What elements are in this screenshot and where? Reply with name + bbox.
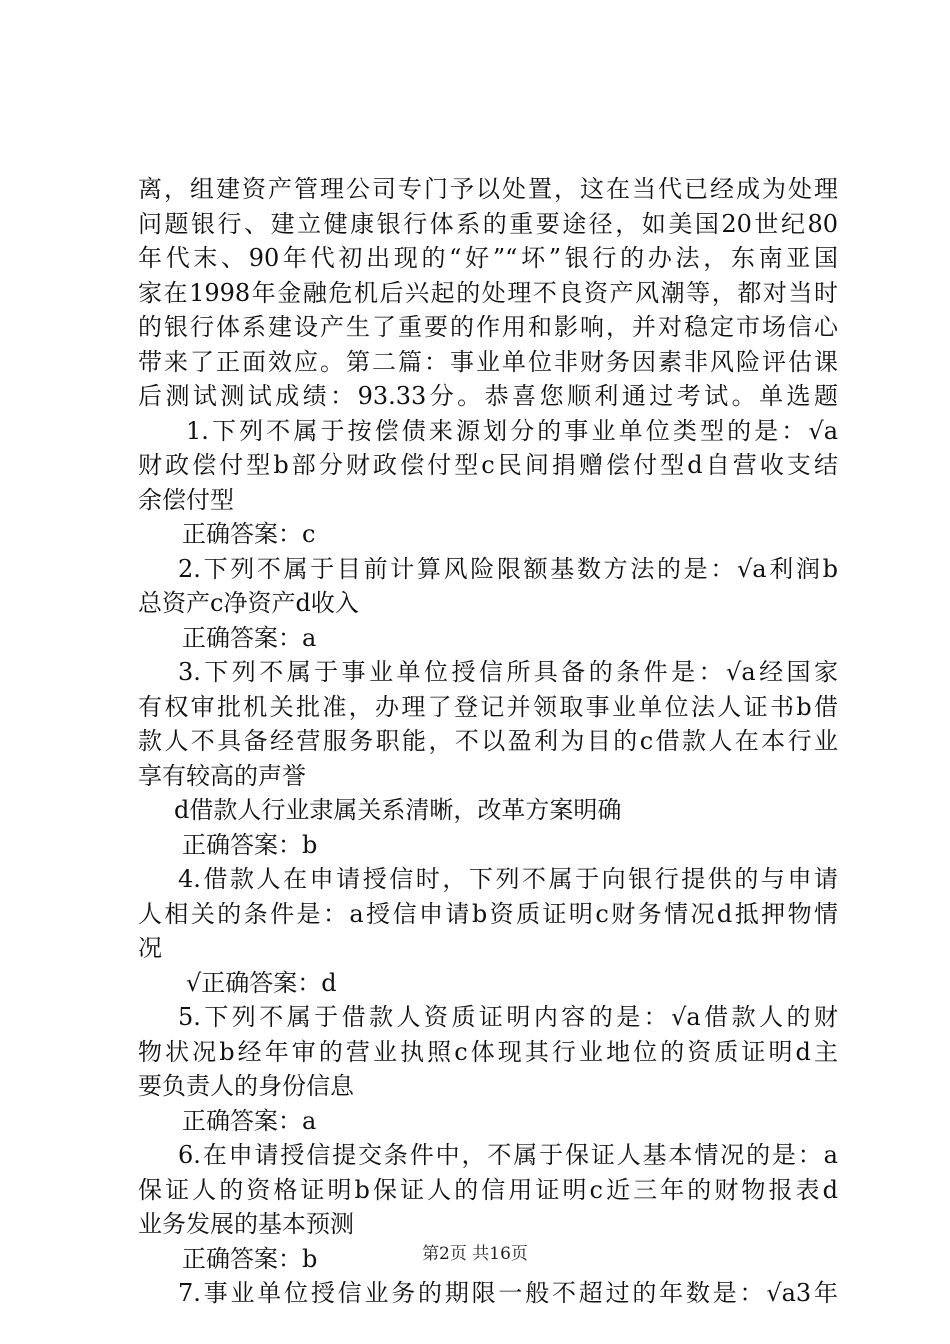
text-line: 物状况b经年审的营业执照c体现其行业地位的资质证明d主 (138, 1037, 838, 1066)
text-line: 有权审批机关批准，办理了登记并领取事业单位法人证书b借 (138, 692, 838, 721)
text-line: 款人不具备经营服务职能，不以盈利为目的c借款人在本行业 (138, 727, 838, 755)
text-line: 7.事业单位授信业务的期限一般不超过的年数是：√a3年 (178, 1279, 838, 1307)
text-line: 况 (138, 934, 162, 962)
page-footer: 第2页 共16页 (422, 1244, 528, 1264)
text-line: 的银行体系建设产生了重要的作用和影响，并对稳定市场信心 (138, 313, 838, 341)
text-line: 6.在申请授信提交条件中，不属于保证人基本情况的是：a (178, 1141, 838, 1169)
text-line: 人相关的条件是：a授信申请b资质证明c财务情况d抵押物情 (138, 899, 838, 928)
text-line: 家在1998年金融危机后兴起的处理不良资产风潮等，都对当时 (138, 278, 838, 307)
text-line: 正确答案：a (182, 623, 317, 652)
document-body (138, 172, 838, 1311)
text-line: 2.下列不属于目前计算风险限额基数方法的是：√a利润b (178, 554, 838, 583)
text-line: 问题银行、建立健康银行体系的重要途径，如美国20世纪80 (138, 209, 838, 238)
text-line: 财政偿付型b部分财政偿付型c民间捐赠偿付型d自营收支结 (138, 451, 838, 479)
text-line: 5.下列不属于借款人资质证明内容的是：√a借款人的财 (178, 1003, 838, 1031)
text-line: 正确答案：b (182, 830, 318, 859)
text-line: 余偿付型 (138, 485, 234, 514)
text-line: 保证人的资格证明b保证人的信用证明c近三年的财物报表d (138, 1175, 838, 1204)
text-line: d借款人行业隶属关系清晰，改革方案明确 (174, 796, 622, 824)
text-line: 要负责人的身份信息 (138, 1072, 354, 1100)
text-line: 离，组建资产管理公司专门予以处置，这在当代已经成为处理 (138, 175, 838, 203)
text-line: 3.下列不属于事业单位授信所具备的条件是：√a经国家 (178, 658, 838, 686)
text-line: 正确答案：b (182, 1244, 318, 1273)
text-line: 享有较高的声誉 (138, 761, 306, 790)
text-line: 业务发展的基本预测 (138, 1210, 354, 1238)
text-line: 4.借款人在申请授信时，下列不属于向银行提供的与申请 (178, 865, 838, 893)
text-line: 带来了正面效应。第二篇：事业单位非财务因素非风险评估课 (138, 347, 838, 376)
text-line: √正确答案：d (186, 968, 337, 997)
text-line: 1.下列不属于按偿债来源划分的事业单位类型的是：√a (186, 416, 838, 445)
text-line: 总资产c净资产d收入 (138, 589, 359, 617)
text-line: 正确答案：a (182, 1106, 317, 1135)
text-line: 年代末、90年代初出现的“好”“坏”银行的办法，东南亚国 (138, 244, 838, 272)
text-line: 正确答案：c (182, 520, 316, 548)
text-line: 后测试测试成绩：93.33分。恭喜您顺利通过考试。单选题 (138, 382, 838, 410)
